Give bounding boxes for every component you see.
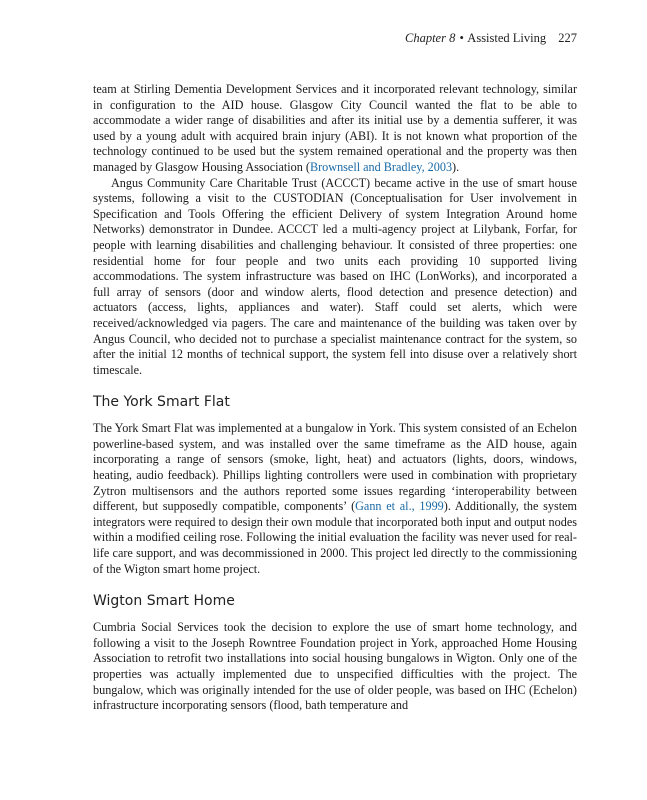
section-heading-york: The York Smart Flat xyxy=(93,394,230,411)
paragraph-text: team at Stirling Dementia Development Services and it incorporated relevant technology, similar in configuration to the AID house. Glasgow City Council wanted the flat to be able to accommodate a wider range of disabilities and after its initial use by a dementia sufferer, it was used by a young adult with acquired brain injury (ABI). It is not known what proportion of the technology continued to be used but the system remained operational and the property was then managed by Glasgow Housing Association ( xyxy=(93,82,577,174)
head-separator: • xyxy=(459,31,464,45)
body-text xyxy=(93,82,577,714)
section-heading-wigton: Wigton Smart Home xyxy=(93,593,235,610)
page-number: 227 xyxy=(558,31,577,45)
paragraph-text: ). xyxy=(452,159,460,174)
citation-link[interactable]: Gann et al., 1999 xyxy=(355,499,444,514)
paragraph-wigton: Cumbria Social Services took the decision to explore the use of smart home technology, and following a visit to the Joseph Rowntree Foundation project in York, approached Home Housing Association to retrofit two installations into social housing bungalows in Wigton. Only one of the properties was actually implemented due to unspecified difficulties with the project. The bungalow, which was originally intended for the use of older people, was based on IHC (Echelon) infrastructure incorporating sensors (flood, bath temperature and xyxy=(93,620,577,713)
chapter-label: Chapter 8 xyxy=(404,31,456,45)
chapter-title: Assisted Living xyxy=(467,31,547,45)
running-head xyxy=(405,31,577,46)
citation-link[interactable]: Brownsell and Bradley, 2003 xyxy=(309,159,453,174)
paragraph-text: The York Smart Flat was implemented at a bungalow in York. This system consisted of an Echelon powerline-based system, and was installed over the same timeframe as the AID house, again incorporating a range of sensors (smoke, light, heat) and actuators (lights, doors, windows, heating, audio feedback). Phillips lighting controllers were used in combination with proprietary Zytron multisensors and the authors reported some issues regarding ‘interoperability between different, but supposedly compatible, components’ ( xyxy=(93,421,577,514)
paragraph-text: ). Additionally, the system integrators were required to design their own module that incorporated both input and output nodes within a modified ceiling rose. Following the initial evaluation the facility was never used for real-life care support, and was decommissioned in 2000. This project led directly to the commissioning of the Wigton smart home project. xyxy=(93,499,577,576)
paragraph-angus: Angus Community Care Charitable Trust (ACCCT) became active in the use of smart house systems, following a visit to the CUSTODIAN (Conceptualisation for User involvement in Specification and Tools Offering the efficient Delivery of system Integration Around home Networks) demonstrator in Dundee. ACCCT led a multi-agency project at Lilybank, Forfar, for people with learning disabilities and challenging behaviour. It consisted of three properties: one residential home for four people and two units each providing 10 supported living accommodations. The system infrastructure was based on IHC (LonWorks), and incorporated a full array of sensors (door and window alerts, flood detection and presence detection) and actuators (access, lights, appliances and water). Staff could set alerts, which were received/acknowledged via pagers. The care and maintenance of the building was taken over by Angus Council, who decided not to purchase a specialist maintenance contract for the system, so after the initial 12 months of technical support, the system fell into disuse over a relatively short timescale. xyxy=(93,175,577,377)
paragraph-york xyxy=(93,421,577,577)
paragraph-stirling xyxy=(93,82,577,176)
